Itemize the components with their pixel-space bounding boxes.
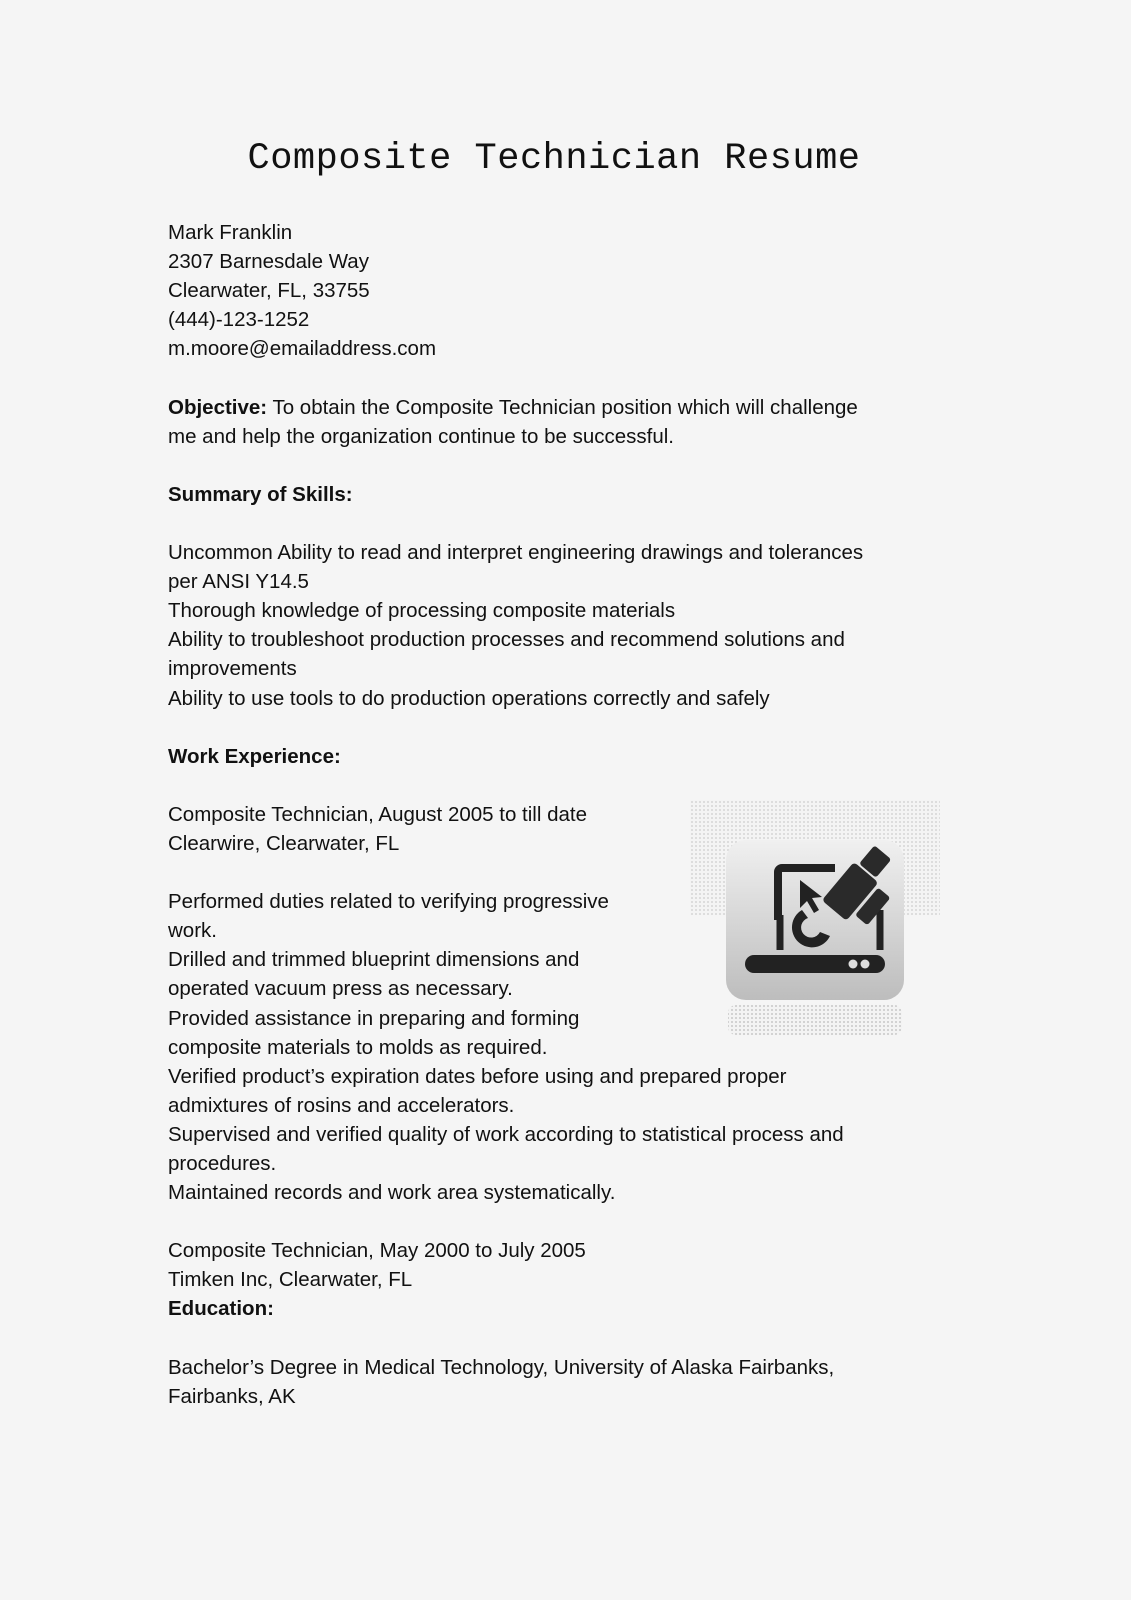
duty-line: Provided assistance in preparing and forming [168, 1006, 580, 1030]
objective-label: Objective: [168, 395, 268, 419]
contact-phone: (444)-123-1252 [168, 308, 310, 332]
objective-line [168, 393, 948, 422]
skills-heading: Summary of Skills: [168, 482, 353, 506]
duty-line: admixtures of rosins and accelerators. [168, 1093, 515, 1117]
experience-heading: Work Experience: [168, 744, 341, 768]
laptop-repair-icon [690, 800, 940, 1040]
duty-line: composite materials to molds as required. [168, 1035, 548, 1059]
skill-line: Ability to troubleshoot production processes and recommend solutions and [168, 628, 845, 652]
contact-street: 2307 Barnesdale Way [168, 250, 369, 274]
duty-line: work. [168, 919, 217, 943]
duty-line: Verified product’s expiration dates before using and prepared proper [168, 1064, 787, 1088]
duty-line: Drilled and trimmed blueprint dimensions and [168, 948, 580, 972]
duty-line: procedures. [168, 1152, 277, 1175]
contact-name: Mark Franklin [168, 221, 293, 244]
skill-line: Ability to use tools to do production operations correctly and safely [168, 686, 770, 710]
job-company: Timken Inc, Clearwater, FL [168, 1268, 413, 1292]
skill-line: per ANSI Y14.5 [168, 570, 309, 594]
skill-line: improvements [168, 657, 297, 681]
contact-city: Clearwater, FL, 33755 [168, 279, 370, 303]
education-heading: Education: [168, 1297, 274, 1321]
objective-line: me and help the organization continue to be successful. [168, 424, 674, 448]
skill-line: Thorough knowledge of processing composite materials [168, 599, 676, 623]
education-line: Bachelor’s Degree in Medical Technology, University of Alaska Fairbanks, [168, 1355, 835, 1379]
job-company: Clearwire, Clearwater, FL [168, 831, 400, 855]
education-line: Fairbanks, AK [168, 1384, 296, 1408]
skill-line: Uncommon Ability to read and interpret engineering drawings and tolerances [168, 541, 864, 565]
contact-email: m.moore@emailaddress.com [168, 337, 437, 361]
objective-text: To obtain the Composite Technician position which will challenge [272, 395, 858, 419]
job-title: Composite Technician, August 2005 to till date [168, 802, 587, 826]
duty-line: operated vacuum press as necessary. [168, 977, 513, 1001]
page-title: Composite Technician Resume [247, 138, 861, 180]
duty-line: Supervised and verified quality of work according to statistical process and [168, 1122, 844, 1146]
job-title: Composite Technician, May 2000 to July 2005 [168, 1239, 586, 1263]
duty-line: Performed duties related to verifying progressive [168, 890, 609, 914]
duty-line: Maintained records and work area systematically. [168, 1181, 616, 1205]
